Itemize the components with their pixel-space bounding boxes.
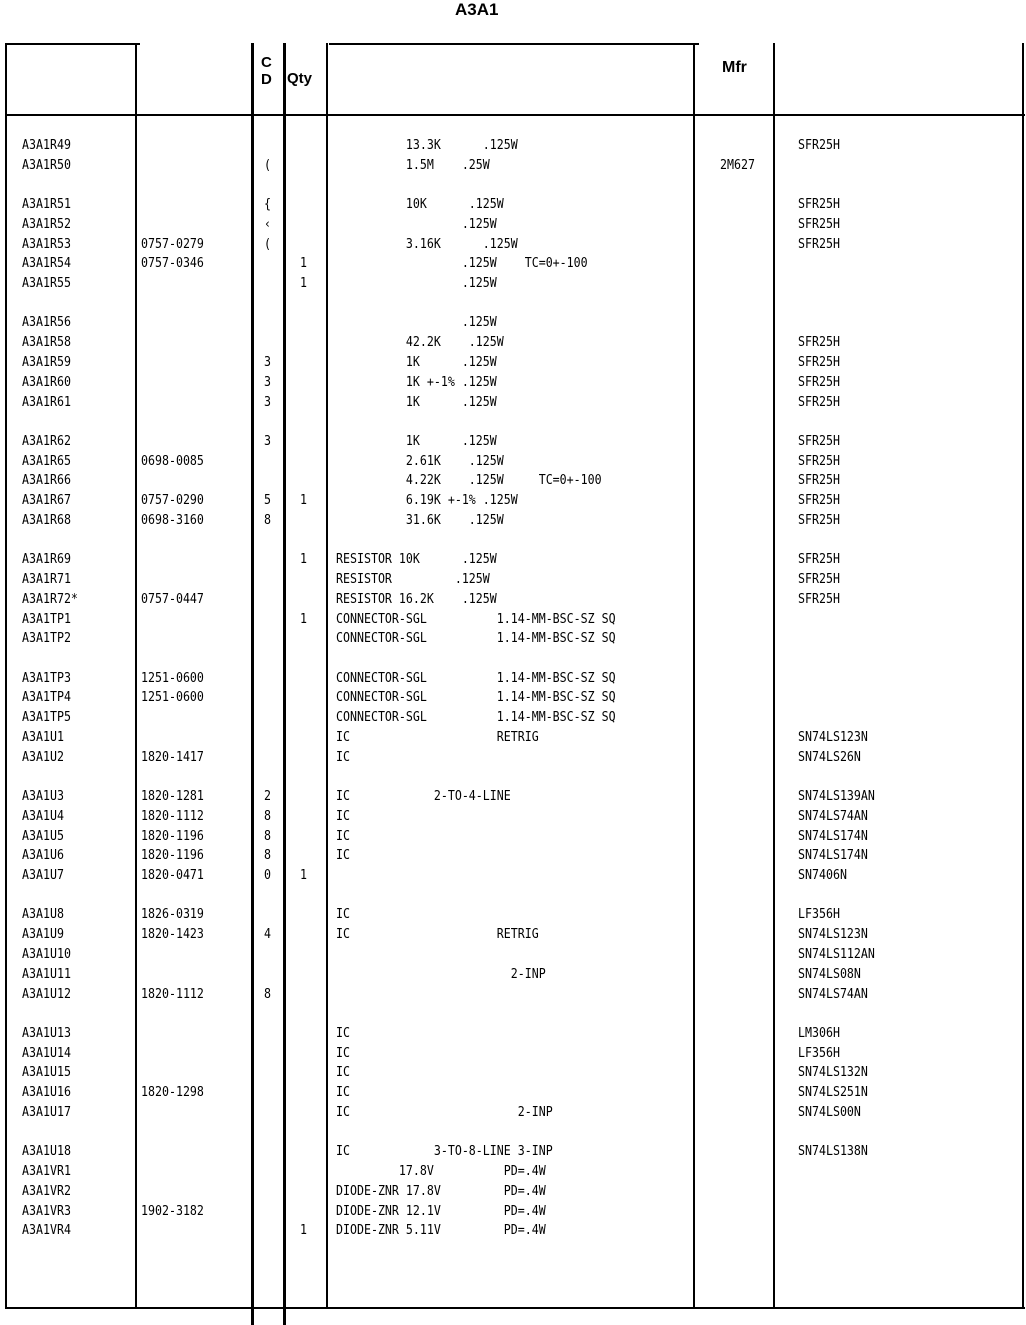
ref-designator: A3A1U8 (22, 906, 64, 923)
table-row (0, 727, 1026, 747)
mfr-part-number: SFR25H (798, 571, 840, 587)
description: IC RETRIG (336, 729, 539, 745)
mfr-part-number: SN74LS132N (798, 1064, 868, 1081)
table-row (0, 984, 1026, 1004)
ref-designator: A3A1R55 (22, 275, 71, 292)
mfr-part-number: SN74LS74AN (798, 985, 868, 1002)
mfr-part-number: SFR25H (798, 215, 840, 232)
description: CONNECTOR-SGL 1.14-MM-BSC-SZ SQ (336, 709, 616, 726)
description: 3.16K .125W (336, 235, 518, 252)
ref-designator: A3A1R66 (22, 472, 71, 489)
table-row (0, 135, 1026, 155)
ref-designator: A3A1R49 (22, 137, 71, 153)
mfr-part-number: SFR25H (798, 472, 840, 489)
description: RESISTOR .125W (336, 571, 490, 587)
table-row (0, 589, 1026, 609)
description: 13.3K .125W (336, 137, 518, 153)
part-number: 0757-0346 (141, 255, 204, 272)
mfr-part-number: SN74LS139AN (798, 788, 875, 804)
description: IC (336, 1024, 350, 1041)
quantity: 1 (300, 1222, 308, 1239)
part-number: 1820-1112 (141, 985, 204, 1002)
description: IC (336, 1064, 350, 1081)
check-digit: 5 (264, 492, 272, 509)
ref-designator: A3A1U1 (22, 729, 64, 745)
mfr-code: 2M627 (720, 156, 755, 173)
table-row (0, 352, 1026, 372)
description: 1K .125W (336, 432, 497, 449)
check-digit: ( (264, 156, 272, 173)
description: 1.5M .25W (336, 156, 490, 173)
table-row (0, 234, 1026, 254)
ref-designator: A3A1R53 (22, 235, 71, 252)
ref-designator: A3A1TP5 (22, 709, 71, 726)
mfr-part-number: SN74LS123N (798, 729, 868, 745)
page-title: A3A1 (455, 0, 499, 19)
description: DIODE-ZNR 5.11V PD=.4W (336, 1222, 546, 1239)
ref-designator: A3A1VR1 (22, 1163, 71, 1179)
ref-designator: A3A1TP3 (22, 669, 71, 686)
part-number: 1820-1423 (141, 926, 204, 943)
table-row (0, 609, 1026, 629)
quantity: 1 (300, 275, 308, 292)
description: CONNECTOR-SGL 1.14-MM-BSC-SZ SQ (336, 630, 616, 647)
description: 2-INP (336, 965, 546, 982)
description: DIODE-ZNR 17.8V PD=.4W (336, 1182, 546, 1199)
description: 42.2K .125W (336, 334, 504, 351)
description: CONNECTOR-SGL 1.14-MM-BSC-SZ SQ (336, 689, 616, 706)
mfr-part-number: SN74LS174N (798, 847, 868, 864)
description: CONNECTOR-SGL 1.14-MM-BSC-SZ SQ (336, 669, 616, 686)
check-digit: 8 (264, 847, 272, 864)
part-number: 1820-1298 (141, 1084, 204, 1101)
ref-designator: A3A1U15 (22, 1064, 71, 1081)
table-row (0, 312, 1026, 332)
mfr-part-number: SFR25H (798, 334, 840, 351)
mfr-part-number: SFR25H (798, 393, 840, 410)
table-row (0, 845, 1026, 865)
part-number: 1251-0600 (141, 689, 204, 706)
check-digit: 3 (264, 393, 272, 410)
mfr-part-number: SFR25H (798, 512, 840, 528)
ref-designator: A3A1U16 (22, 1084, 71, 1101)
ref-designator: A3A1R52 (22, 215, 71, 232)
quantity: 1 (300, 255, 308, 272)
mfr-part-number: SN74LS00N (798, 1104, 861, 1120)
mfr-part-number: SFR25H (798, 551, 840, 568)
table-row (0, 1161, 1026, 1181)
ref-designator: A3A1R50 (22, 156, 71, 173)
part-number: 1820-0471 (141, 867, 204, 884)
quantity: 1 (300, 492, 308, 509)
ref-designator: A3A1U3 (22, 788, 64, 804)
mfr-part-number: SFR25H (798, 196, 840, 212)
check-digit: 8 (264, 827, 272, 844)
quantity: 1 (300, 610, 308, 627)
ref-designator: A3A1U9 (22, 926, 64, 943)
table-row (0, 1181, 1026, 1201)
table-row (0, 470, 1026, 490)
check-digit: 4 (264, 926, 272, 943)
ref-designator: A3A1TP2 (22, 630, 71, 647)
ref-designator: A3A1R71 (22, 571, 71, 587)
description: IC RETRIG (336, 926, 539, 943)
part-number: 1826-0319 (141, 906, 204, 923)
table-row (0, 549, 1026, 569)
header-qty: Qty (287, 70, 313, 87)
description: DIODE-ZNR 12.1V PD=.4W (336, 1202, 546, 1219)
ref-designator: A3A1VR3 (22, 1202, 71, 1219)
check-digit: 0 (264, 867, 272, 884)
table-top-border-left (5, 43, 140, 45)
description: IC (336, 847, 350, 864)
ref-designator: A3A1U12 (22, 985, 71, 1002)
table-row (0, 569, 1026, 589)
table-row (0, 904, 1026, 924)
ref-designator: A3A1U5 (22, 827, 64, 844)
ref-designator: A3A1R56 (22, 314, 71, 331)
table-row (0, 964, 1026, 984)
table-row (0, 194, 1026, 214)
table-row (0, 1082, 1026, 1102)
part-number: 1902-3182 (141, 1202, 204, 1219)
description: .125W (336, 275, 497, 292)
header-cd: C D (261, 54, 272, 88)
ref-designator: A3A1U13 (22, 1024, 71, 1041)
part-number: 1820-1112 (141, 807, 204, 824)
check-digit: 2 (264, 788, 272, 804)
mfr-part-number: SN74LS123N (798, 926, 868, 943)
table-row (0, 1023, 1026, 1043)
ref-designator: A3A1R72* (22, 590, 78, 607)
mfr-part-number: SN74LS138N (798, 1143, 868, 1160)
mfr-part-number: SN7406N (798, 867, 847, 884)
table-row (0, 490, 1026, 510)
ref-designator: A3A1TP4 (22, 689, 71, 706)
mfr-part-number: SN74LS74AN (798, 807, 868, 824)
mfr-part-number: SFR25H (798, 137, 840, 153)
part-number: 0757-0290 (141, 492, 204, 509)
ref-designator: A3A1R60 (22, 373, 71, 390)
ref-designator: A3A1TP1 (22, 610, 71, 627)
ref-designator: A3A1R61 (22, 393, 71, 410)
description: 1K .125W (336, 393, 497, 410)
mfr-part-number: SFR25H (798, 590, 840, 607)
mfr-part-number: SFR25H (798, 492, 840, 509)
mfr-part-number: SFR25H (798, 354, 840, 370)
description: 2.61K .125W (336, 452, 504, 469)
table-row (0, 1220, 1026, 1240)
table-row (0, 668, 1026, 688)
table-row (0, 806, 1026, 826)
ref-designator: A3A1R62 (22, 432, 71, 449)
check-digit: 3 (264, 354, 272, 370)
table-row (0, 332, 1026, 352)
quantity: 1 (300, 867, 308, 884)
ref-designator: A3A1U2 (22, 748, 64, 765)
table-row (0, 1102, 1026, 1122)
part-number: 0757-0447 (141, 590, 204, 607)
table-row (0, 253, 1026, 273)
table-row (0, 273, 1026, 293)
mfr-part-number: SN74LS174N (798, 827, 868, 844)
check-digit: 3 (264, 432, 272, 449)
part-number: 0698-3160 (141, 512, 204, 528)
quantity: 1 (300, 551, 308, 568)
description: IC (336, 1044, 350, 1061)
ref-designator: A3A1VR4 (22, 1222, 71, 1239)
check-digit: ‹ (264, 215, 272, 232)
table-row (0, 944, 1026, 964)
header-divider (5, 114, 1025, 116)
table-row (0, 214, 1026, 234)
table-row (0, 786, 1026, 806)
table-row (0, 628, 1026, 648)
mfr-part-number: LF356H (798, 906, 840, 923)
table-row (0, 687, 1026, 707)
mfr-part-number: SN74LS26N (798, 748, 861, 765)
description: 1K .125W (336, 354, 497, 370)
description: .125W TC=0+-100 (336, 255, 588, 272)
ref-designator: A3A1R59 (22, 354, 71, 370)
description: IC (336, 906, 350, 923)
part-number: 1251-0600 (141, 669, 204, 686)
mfr-part-number: SN74LS08N (798, 965, 861, 982)
ref-designator: A3A1U10 (22, 946, 71, 962)
mfr-part-number: SFR25H (798, 432, 840, 449)
check-digit: 8 (264, 807, 272, 824)
description: .125W (336, 215, 497, 232)
mfr-part-number: SFR25H (798, 452, 840, 469)
check-digit: 8 (264, 985, 272, 1002)
table-row (0, 1141, 1026, 1161)
ref-designator: A3A1R65 (22, 452, 71, 469)
description: IC (336, 827, 350, 844)
description: IC (336, 1084, 350, 1101)
ref-designator: A3A1U4 (22, 807, 64, 824)
part-number: 0698-0085 (141, 452, 204, 469)
description: 31.6K .125W (336, 512, 504, 528)
ref-designator: A3A1U17 (22, 1104, 71, 1120)
table-row (0, 707, 1026, 727)
mfr-part-number: LF356H (798, 1044, 840, 1061)
description: 6.19K +-1% .125W (336, 492, 518, 509)
table-row (0, 431, 1026, 451)
table-row (0, 372, 1026, 392)
table-bottom-border (5, 1307, 1025, 1309)
table-row (0, 510, 1026, 530)
check-digit: 3 (264, 373, 272, 390)
bottom-tick (251, 1307, 299, 1309)
description: IC 3-TO-8-LINE 3-INP (336, 1143, 553, 1160)
ref-designator: A3A1R51 (22, 196, 71, 212)
ref-designator: A3A1U6 (22, 847, 64, 864)
header-mfr: Mfr (722, 59, 747, 76)
description: RESISTOR 16.2K .125W (336, 590, 497, 607)
description: CONNECTOR-SGL 1.14-MM-BSC-SZ SQ (336, 610, 616, 627)
mfr-part-number: LM306H (798, 1024, 840, 1041)
ref-designator: A3A1R69 (22, 551, 71, 568)
table-row (0, 747, 1026, 767)
ref-designator: A3A1U14 (22, 1044, 71, 1061)
part-number: 1820-1196 (141, 847, 204, 864)
ref-designator: A3A1R68 (22, 512, 71, 528)
ref-designator: A3A1VR2 (22, 1182, 71, 1199)
description: 17.8V PD=.4W (336, 1163, 546, 1179)
description: IC 2-TO-4-LINE (336, 788, 511, 804)
check-digit: 8 (264, 512, 272, 528)
table-row (0, 451, 1026, 471)
table-row (0, 155, 1026, 175)
table-row (0, 1043, 1026, 1063)
part-number: 1820-1281 (141, 788, 204, 804)
mfr-part-number: SFR25H (798, 235, 840, 252)
part-number: 1820-1417 (141, 748, 204, 765)
description: 4.22K .125W TC=0+-100 (336, 472, 602, 489)
ref-designator: A3A1U11 (22, 965, 71, 982)
description: .125W (336, 314, 497, 331)
mfr-part-number: SN74LS251N (798, 1084, 868, 1101)
mfr-part-number: SN74LS112AN (798, 946, 875, 962)
description: 10K .125W (336, 196, 504, 212)
description: 1K +-1% .125W (336, 373, 497, 390)
description: IC (336, 807, 350, 824)
table-row (0, 865, 1026, 885)
table-top-border-right (329, 43, 699, 45)
description: IC (336, 748, 350, 765)
table-row (0, 826, 1026, 846)
part-number: 0757-0279 (141, 235, 204, 252)
ref-designator: A3A1R58 (22, 334, 71, 351)
mfr-part-number: SFR25H (798, 373, 840, 390)
ref-designator: A3A1R67 (22, 492, 71, 509)
ref-designator: A3A1U7 (22, 867, 64, 884)
check-digit: { (264, 196, 272, 212)
table-row (0, 1062, 1026, 1082)
description: RESISTOR 10K .125W (336, 551, 497, 568)
ref-designator: A3A1R54 (22, 255, 71, 272)
check-digit: ( (264, 235, 272, 252)
table-row (0, 924, 1026, 944)
ref-designator: A3A1U18 (22, 1143, 71, 1160)
table-row (0, 1201, 1026, 1221)
part-number: 1820-1196 (141, 827, 204, 844)
description: IC 2-INP (336, 1104, 553, 1120)
table-row (0, 392, 1026, 412)
